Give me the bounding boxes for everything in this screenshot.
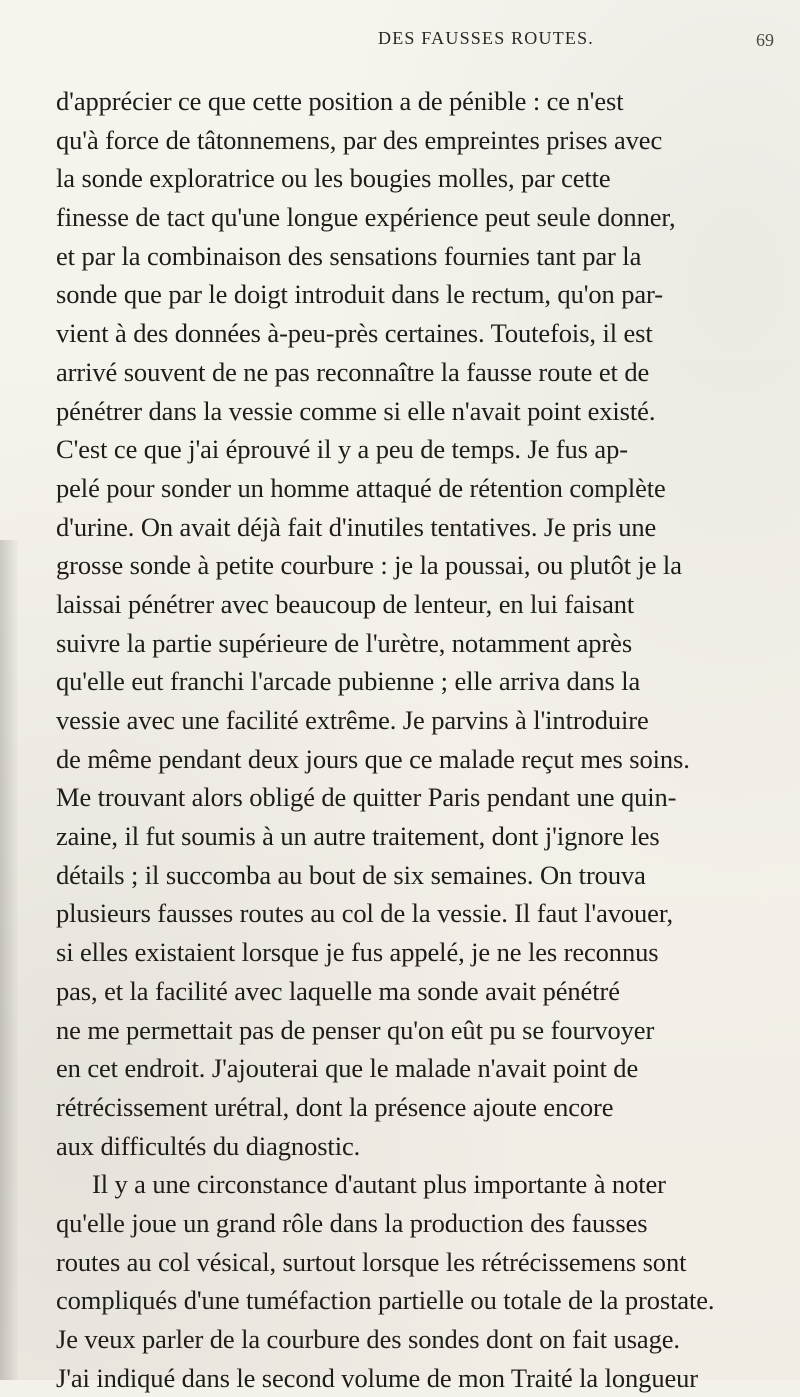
text-line: détails ; il succomba au bout de six semaines. On trouva (56, 859, 646, 890)
text-line: vient à des données à-peu-près certaines. Toutefois, il est (56, 318, 653, 349)
page-number: 69 (756, 30, 774, 50)
text-line: d'apprécier ce que cette position a de pénible : ce n'est (56, 86, 624, 116)
text-line: qu'elle joue un grand rôle dans la production des fausses (56, 1207, 648, 1238)
text-line: qu'à force de tâtonnemens, par des empreintes prises avec (56, 124, 663, 155)
text-line: J'ai indiqué dans le second volume de mon Traité la longueur (56, 1362, 699, 1393)
text-line: finesse de tact qu'une longue expérience peut seule donner, (56, 202, 676, 233)
text-line: vessie avec une facilité extrême. Je parvins à l'introduire (56, 705, 649, 735)
text-line: suivre la partie supérieure de l'urètre, notamment après (56, 627, 633, 658)
text-line: rétrécissement urétral, dont la présence ajoute encore (56, 1091, 614, 1122)
text-line: C'est ce que j'ai éprouvé il y a peu de temps. Je fus ap- (56, 434, 628, 465)
text-line: plusieurs fausses routes au col de la vessie. Il faut l'avouer, (56, 898, 674, 929)
text-line: grosse sonde à petite courbure : je la poussai, ou plutôt je la (56, 550, 682, 581)
text-line: pas, et la facilité avec laquelle ma sonde avait pénétré (56, 975, 620, 1006)
text-line: sonde que par le doigt introduit dans le rectum, qu'on par- (56, 279, 663, 310)
text-line: zaine, il fut soumis à un autre traitement, dont j'ignore les (56, 821, 660, 852)
text-line: pelé pour sonder un homme attaqué de rétention complète (56, 472, 666, 503)
text-line: routes au col vésical, surtout lorsque les rétrécissemens sont (56, 1246, 687, 1277)
page-header (0, 24, 800, 64)
text-line: laissai pénétrer avec beaucoup de lenteur, en lui faisant (56, 588, 635, 619)
text-line: aux difficultés du diagnostic. (56, 1130, 361, 1161)
text-line: arrivé souvent de ne pas reconnaître la fausse route et de (56, 356, 650, 387)
text-line: en cet endroit. J'ajouterai que le malade n'avait point de (56, 1053, 639, 1084)
text-line: la sonde exploratrice ou les bougies molles, par cette (56, 163, 611, 194)
text-line: d'urine. On avait déjà fait d'inutiles tentatives. Je pris une (56, 511, 657, 542)
text-line: compliqués d'une tuméfaction partielle ou totale de la prostate. (56, 1285, 715, 1316)
body-text (56, 82, 774, 1397)
text-line: Je veux parler de la courbure des sondes dont on fait usage. (56, 1324, 680, 1354)
text-line: ne me permettait pas de penser qu'on eût pu se fourvoyer (56, 1014, 655, 1045)
text-line: qu'elle eut franchi l'arcade pubienne ; elle arriva dans la (56, 666, 641, 697)
page-gutter-shadow (0, 540, 18, 1380)
text-line: Me trouvant alors obligé de quitter Paris pendant une quin- (56, 782, 677, 813)
paragraph-start-line: Il y a une circonstance d'autant plus importante à noter (92, 1169, 666, 1200)
text-line: si elles existaient lorsque je fus appelé, je ne les reconnus (56, 937, 659, 968)
running-head: DES FAUSSES ROUTES. (378, 28, 595, 48)
text-line: et par la combinaison des sensations fournies tant par la (56, 240, 642, 271)
text-line: pénétrer dans la vessie comme si elle n'avait point existé. (56, 395, 656, 426)
text-line: de même pendant deux jours que ce malade reçut mes soins. (56, 743, 690, 774)
